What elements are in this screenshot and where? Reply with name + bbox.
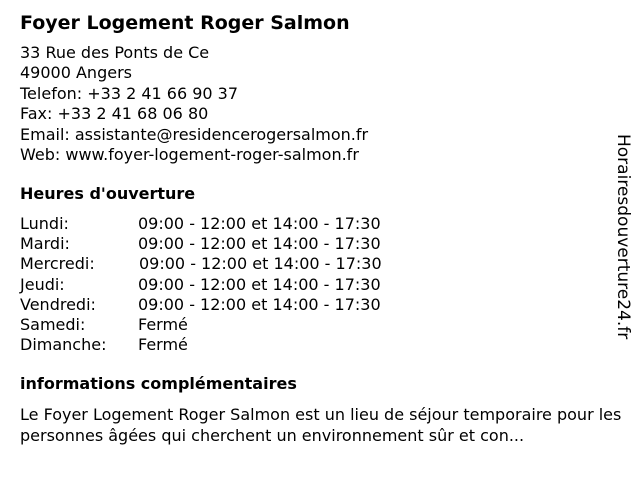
- hours-day: Jeudi:: [20, 274, 65, 294]
- hours-day: Samedi:: [20, 314, 86, 334]
- page-title: Foyer Logement Roger Salmon: [20, 12, 350, 34]
- description-text: Le Foyer Logement Roger Salmon est un lieu de séjour temporaire pour les personnes âgées qui cherchent un environnement sûr et con...: [20, 405, 622, 445]
- city-address: 49000 Angers: [20, 63, 132, 83]
- hours-time: Fermé: [138, 314, 188, 334]
- contact-block: [20, 43, 368, 165]
- phone-number: Telefon: +33 2 41 66 90 37: [20, 83, 239, 103]
- hours-day: Mardi:: [20, 234, 70, 254]
- hours-day: Mercredi:: [20, 254, 95, 274]
- hours-day: Dimanche:: [20, 335, 107, 355]
- hours-time: Fermé: [138, 335, 188, 355]
- hours-time: 09:00 - 12:00 et 14:00 - 17:30: [138, 214, 381, 233]
- website-address: Web: www.foyer-logement-roger-salmon.fr: [20, 145, 359, 165]
- hours-time: 09:00 - 12:00 et 14:00 - 17:30: [139, 254, 382, 274]
- watermark-text: Horairesdouverture24.fr: [613, 134, 633, 340]
- info-heading: informations complémentaires: [20, 374, 297, 393]
- hours-time: 09:00 - 12:00 et 14:00 - 17:30: [138, 274, 381, 294]
- hours-day: Lundi:: [20, 214, 69, 233]
- hours-time: 09:00 - 12:00 et 14:00 - 17:30: [138, 234, 381, 254]
- street-address: 33 Rue des Ponts de Ce: [20, 43, 210, 62]
- email-address: Email: assistante@residencerogersalmon.fr: [20, 124, 369, 144]
- fax-number: Fax: +33 2 41 68 06 80: [20, 104, 209, 124]
- hours-day: Vendredi:: [20, 294, 96, 314]
- hours-heading: Heures d'ouverture: [20, 184, 196, 203]
- hours-time: 09:00 - 12:00 et 14:00 - 17:30: [138, 294, 381, 314]
